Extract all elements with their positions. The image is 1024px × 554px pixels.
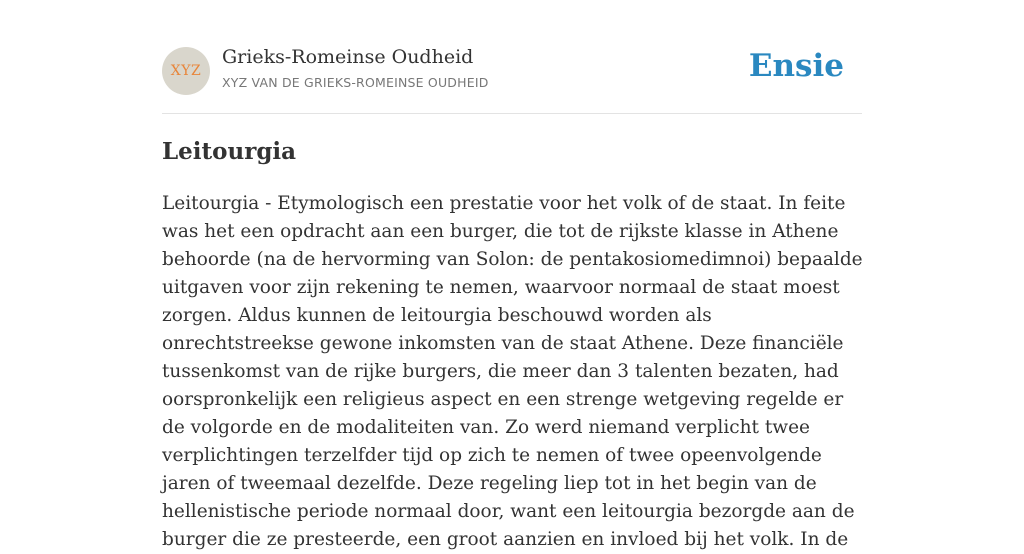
article-body: Leitourgia - Etymologisch een prestatie voor het volk of de staat. In feite was het een opdracht aan een burger, die tot de rijkste klasse in Athene behoorde (na de hervorming van Solon: de pentakosiomedimnoi) bepaalde uitgaven voor zijn rekening te nemen, waarvoor normaal de staat moest zorgen. Aldus kunnen de leitourgia beschouwd worden als onrechtstreekse gewone inkomsten van de staat Athene. Deze financiële tussenkomst van de rijke burgers, die meer dan 3 talenten bezaten, had oorspronkelijk een religieus aspect en een strenge wetgeving regelde er de volgorde en de modaliteiten van. Zo werd niemand verplicht twee verplichtingen terzelfder tijd op zich te nemen of twee opeenvolgende jaren of tweemaal dezelfde. Deze regeling liep tot in het begin van de hellenistische periode normaal door, want een leitourgia bezorgde aan de burger die ze presteerde, een groot aanzien en invloed bij het volk. In de [162,193,863,550]
avatar-text: XYZ [170,63,202,79]
article-title: Leitourgia [162,138,297,165]
brand-logo[interactable]: Ensie [748,48,844,84]
site-avatar[interactable] [162,47,210,95]
header-divider [162,113,862,114]
site-header [162,46,862,96]
site-name[interactable]: Grieks-Romeinse Oudheid [222,46,474,68]
site-subtitle: XYZ VAN DE GRIEKS-ROMEINSE OUDHEID [222,75,489,90]
